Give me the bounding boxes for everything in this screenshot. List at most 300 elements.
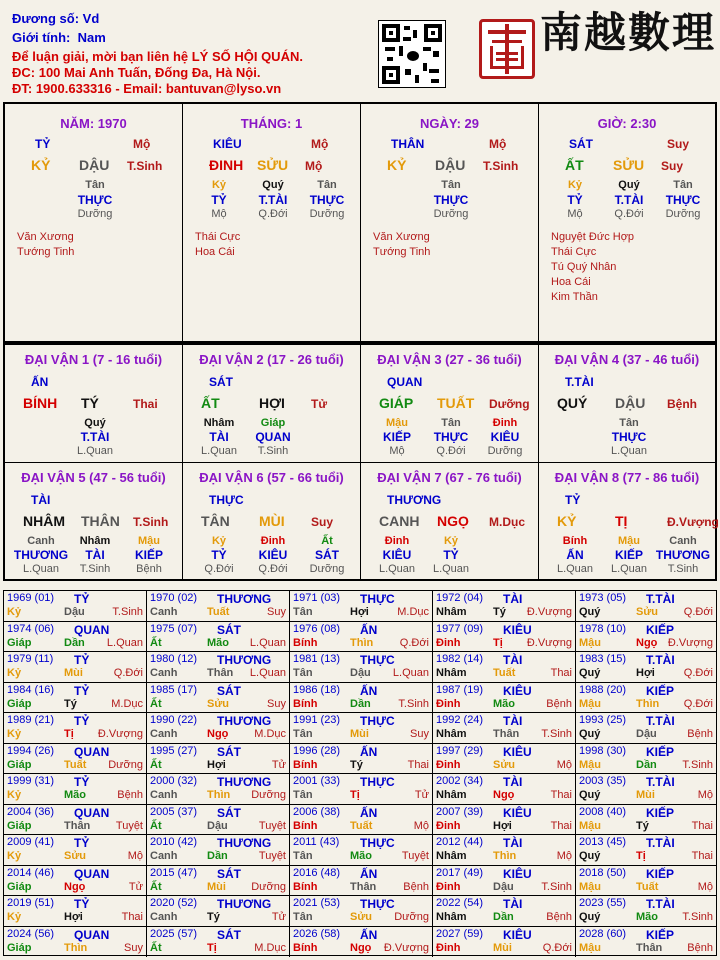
hidden-state: T.Sinh xyxy=(79,563,111,575)
year-cell xyxy=(4,866,147,897)
year-branch: Thìn xyxy=(207,789,231,801)
year-branch: Thân xyxy=(636,941,663,954)
hidden-god: KIẾP xyxy=(134,548,163,562)
year-label: 1983 (15) xyxy=(579,653,627,665)
year-state: T.Sinh xyxy=(398,697,429,710)
year-stem: Canh xyxy=(150,667,178,679)
owner-value: Vd xyxy=(82,11,100,26)
year-state: Dưỡng xyxy=(251,880,286,893)
hidden-god: ẤN xyxy=(566,548,584,562)
year-cell xyxy=(433,896,576,927)
hidden-stem: Mậu xyxy=(386,417,408,429)
pillar-god: THÂN xyxy=(391,137,425,151)
year-label: 2001 (33) xyxy=(293,775,341,787)
hidden-god: KIÊU xyxy=(490,430,520,444)
year-god: ẤN xyxy=(360,866,378,881)
pillar-state: T.Sinh xyxy=(483,159,519,173)
dai-van-title: ĐẠI VẬN 6 (57 - 66 tuổi) xyxy=(199,470,344,485)
hidden-stem: Bính xyxy=(562,535,588,547)
year-branch: Tị xyxy=(636,850,646,862)
year-cell xyxy=(576,713,716,744)
hidden-stem: Mậu xyxy=(138,535,160,547)
year-branch: Mão xyxy=(207,636,229,649)
year-label: 2027 (59) xyxy=(436,927,484,940)
year-god: TỶ xyxy=(74,714,90,728)
year-god: KIÊU xyxy=(503,805,532,820)
year-god: QUAN xyxy=(74,866,110,881)
year-label: 1989 (21) xyxy=(7,714,55,726)
year-cell xyxy=(290,896,433,927)
year-stem: Kỷ xyxy=(7,606,22,618)
year-state: Tuyệt xyxy=(258,819,286,832)
hidden-god: KIẾP xyxy=(614,548,643,562)
year-god: KIẾP xyxy=(646,744,675,759)
hidden-god: THỰC xyxy=(433,193,469,207)
year-state: Thai xyxy=(407,758,429,771)
year-branch: Thìn xyxy=(493,850,517,862)
hidden-state: L.Quan xyxy=(610,563,648,575)
heavenly-stem: ẤT xyxy=(565,157,584,173)
dai-van-god: ẤN xyxy=(31,375,49,389)
year-cell xyxy=(147,744,290,775)
year-label: 2014 (46) xyxy=(7,866,55,879)
year-label: 1993 (25) xyxy=(579,714,627,726)
pillar-top-state: Suy xyxy=(667,137,690,151)
year-stem: Đinh xyxy=(436,697,461,710)
dai-van-3 xyxy=(361,345,539,463)
year-god: THỰC xyxy=(360,897,395,911)
year-god: THỰC xyxy=(360,653,395,667)
hidden-state: Q.Đới xyxy=(614,208,644,220)
hidden-stem: Đinh xyxy=(384,535,410,547)
year-cell xyxy=(4,683,147,714)
year-label: 2026 (58) xyxy=(293,927,341,940)
year-stem: Kỷ xyxy=(7,789,22,801)
year-state: Tử xyxy=(271,758,286,771)
year-cell xyxy=(576,591,716,622)
year-god: TÀI xyxy=(503,653,523,667)
year-state: Dưỡng xyxy=(251,789,286,801)
year-cell xyxy=(433,591,576,622)
year-branch: Mão xyxy=(350,850,372,862)
year-label: 1987 (19) xyxy=(436,683,484,696)
pillar-title: NĂM: 1970 xyxy=(60,116,127,131)
year-branch: Sửu xyxy=(207,697,230,710)
earthly-branch: TUẤT xyxy=(437,395,475,411)
year-cell xyxy=(290,835,433,866)
year-branch: Mão xyxy=(493,697,515,710)
year-stem: Ất xyxy=(150,758,162,771)
dai-van-title: ĐẠI VẬN 5 (47 - 56 tuổi) xyxy=(21,470,166,485)
year-god: TỶ xyxy=(74,683,90,698)
year-branch: Hợi xyxy=(64,911,83,923)
year-cell xyxy=(576,683,716,714)
year-god: QUAN xyxy=(74,622,110,637)
hidden-stem: Canh xyxy=(669,535,697,547)
hidden-stem: Kỷ xyxy=(567,179,583,191)
year-stem: Bính xyxy=(293,697,318,710)
year-stem: Nhâm xyxy=(436,789,467,801)
year-label: 1972 (04) xyxy=(436,592,484,604)
pillar-top-state: Mộ xyxy=(133,137,151,151)
year-state: Thai xyxy=(691,850,713,862)
hidden-stem: Tân xyxy=(441,179,461,191)
year-god: TÀI xyxy=(503,836,523,850)
year-god: TÀI xyxy=(503,775,523,789)
year-label: 1969 (01) xyxy=(7,592,55,604)
year-stem: Giáp xyxy=(7,697,32,710)
heavenly-stem: GIÁP xyxy=(379,395,414,411)
year-god: T.TÀI xyxy=(646,653,675,667)
year-label: 2020 (52) xyxy=(150,897,198,909)
heavenly-stem: ẤT xyxy=(201,395,220,411)
year-state: Mộ xyxy=(697,789,713,801)
year-stem: Nhâm xyxy=(436,606,467,618)
hidden-state: Mộ xyxy=(567,208,583,220)
pillar-state: Suy xyxy=(661,159,684,173)
dai-van-5 xyxy=(5,463,183,581)
hidden-stem: Canh xyxy=(27,535,55,547)
year-cell xyxy=(147,774,290,805)
pillar-state: Mộ xyxy=(305,159,323,173)
year-god: TỶ xyxy=(74,775,90,789)
year-stem: Mậu xyxy=(579,697,601,710)
hidden-stem: Ất xyxy=(321,535,333,547)
hidden-god: THỰC xyxy=(611,430,647,444)
year-cell xyxy=(4,652,147,683)
year-state: T.Sinh xyxy=(541,728,572,740)
year-god: T.TÀI xyxy=(646,836,675,850)
year-cell xyxy=(576,927,716,958)
hidden-stem: Quý xyxy=(618,179,640,191)
year-state: Dưỡng xyxy=(394,911,429,923)
dai-van-title: ĐẠI VẬN 2 (17 - 26 tuổi) xyxy=(199,352,344,367)
year-cell xyxy=(433,683,576,714)
year-state: Thai xyxy=(550,789,572,801)
pillar-2 xyxy=(183,104,361,341)
year-label: 2007 (39) xyxy=(436,805,484,818)
year-god: QUAN xyxy=(74,927,110,942)
star-name: Thái Cực xyxy=(195,231,241,243)
hidden-god: KIÊU xyxy=(258,548,288,562)
year-branch: Hợi xyxy=(350,606,369,618)
year-branch: Sửu xyxy=(350,911,373,923)
year-god: KIÊU xyxy=(503,866,532,881)
year-god: KIÊU xyxy=(503,927,532,942)
dai-van-8 xyxy=(539,463,719,581)
hidden-god: T.TÀI xyxy=(614,193,644,207)
year-label: 2023 (55) xyxy=(579,897,627,909)
year-god: SÁT xyxy=(217,866,241,881)
year-label: 1990 (22) xyxy=(150,714,198,726)
hidden-god: THƯƠNG xyxy=(13,548,69,562)
hidden-stem: Tân xyxy=(673,179,693,191)
dai-van-7 xyxy=(361,463,539,581)
year-label: 1991 (23) xyxy=(293,714,341,726)
year-state: L.Quan xyxy=(392,667,429,679)
year-branch: Dần xyxy=(207,850,228,862)
year-branch: Tị xyxy=(207,941,217,954)
year-stem: Kỷ xyxy=(7,667,22,679)
heavenly-stem: BÍNH xyxy=(23,395,58,411)
earthly-branch: DẬU xyxy=(615,395,646,411)
year-cell xyxy=(4,744,147,775)
hidden-god: KIÊU xyxy=(382,548,412,562)
year-state: Thai xyxy=(550,667,572,679)
year-god: KIẾP xyxy=(646,622,675,637)
year-state: M.Dục xyxy=(254,941,286,954)
hidden-state: Bệnh xyxy=(136,563,162,575)
year-stem: Tân xyxy=(293,789,313,801)
heavenly-stem: NHÂM xyxy=(23,513,65,529)
year-branch: Dậu xyxy=(207,819,228,832)
hidden-state: Dưỡng xyxy=(309,563,345,575)
year-stem: Tân xyxy=(293,850,313,862)
pillar-top-state: Mộ xyxy=(489,137,507,151)
year-branch: Thìn xyxy=(64,941,88,954)
hidden-stem: Tân xyxy=(441,417,461,429)
star-name: Nguyệt Đức Hợp xyxy=(551,231,635,243)
pillar-title: GIỜ: 2:30 xyxy=(597,116,657,131)
year-god: TỶ xyxy=(74,592,90,606)
year-label: 1992 (24) xyxy=(436,714,484,726)
year-state: Q.Đới xyxy=(542,941,572,954)
year-state: Đ.Vượng xyxy=(526,606,572,618)
year-label: 1988 (20) xyxy=(579,683,627,696)
year-label: 2005 (37) xyxy=(150,805,198,818)
year-god: ẤN xyxy=(360,805,378,820)
pillar-4 xyxy=(539,104,715,341)
year-god: KIẾP xyxy=(646,927,675,942)
year-cell xyxy=(290,744,433,775)
year-label: 2008 (40) xyxy=(579,805,627,818)
year-branch: Ngọ xyxy=(493,789,515,801)
year-stem: Nhâm xyxy=(436,911,467,923)
year-stem: Kỷ xyxy=(7,911,22,923)
year-god: T.TÀI xyxy=(646,775,675,789)
year-stem: Mậu xyxy=(579,636,601,649)
star-name: Thái Cực xyxy=(551,246,597,258)
pillar-god: TỶ xyxy=(35,137,51,151)
year-stem: Đinh xyxy=(436,758,461,771)
dai-van-god: THỰC xyxy=(209,493,244,507)
year-stem: Canh xyxy=(150,850,178,862)
hidden-god: QUAN xyxy=(255,430,291,444)
dai-van-state: Đ.Vượng xyxy=(667,515,719,529)
year-stem: Kỷ xyxy=(7,728,22,740)
year-label: 2009 (41) xyxy=(7,836,55,848)
year-label: 2003 (35) xyxy=(579,775,627,787)
year-state: Tuyệt xyxy=(115,819,143,832)
year-label: 2025 (57) xyxy=(150,927,198,940)
year-stem: Ất xyxy=(150,941,162,954)
year-god: TỶ xyxy=(74,836,90,850)
hidden-god: THỰC xyxy=(665,193,701,207)
year-state: Đ.Vượng xyxy=(383,941,429,954)
year-branch: Tị xyxy=(493,636,503,649)
year-cell xyxy=(576,805,716,836)
year-cell xyxy=(290,927,433,958)
hidden-god: THỰC xyxy=(309,193,345,207)
year-cell xyxy=(576,896,716,927)
earthly-branch: TỊ xyxy=(615,513,628,529)
year-cell xyxy=(4,805,147,836)
year-label: 2028 (60) xyxy=(579,927,627,940)
year-cell xyxy=(290,866,433,897)
dai-van-title: ĐẠI VẬN 1 (7 - 16 tuổi) xyxy=(24,352,163,367)
year-state: Mộ xyxy=(127,850,143,862)
year-stem: Mậu xyxy=(579,758,601,771)
pillar-god: KIÊU xyxy=(213,137,242,151)
year-god: QUAN xyxy=(74,805,110,820)
gender-label: Giới tính: xyxy=(12,30,71,45)
year-cell xyxy=(4,835,147,866)
year-label: 2010 (42) xyxy=(150,836,198,848)
year-label: 2004 (36) xyxy=(7,805,55,818)
dai-van-title: ĐẠI VẬN 7 (67 - 76 tuổi) xyxy=(377,470,522,485)
dai-van-title: ĐẠI VẬN 4 (37 - 46 tuổi) xyxy=(554,352,700,367)
dai-van-god: QUAN xyxy=(387,375,423,389)
dai-van-2 xyxy=(183,345,361,463)
hidden-stem: Giáp xyxy=(260,417,286,429)
dai-van-1 xyxy=(5,345,183,463)
year-label: 1971 (03) xyxy=(293,592,341,604)
hidden-state: L.Quan xyxy=(76,445,114,457)
dai-van-god: SÁT xyxy=(209,375,233,389)
star-name: Văn Xương xyxy=(17,231,74,243)
brand-logo: 南越數理 xyxy=(540,8,717,57)
year-god: KIẾP xyxy=(646,805,675,820)
year-state: Mộ xyxy=(413,819,429,832)
pillar-top-state: Mộ xyxy=(311,137,329,151)
year-stem: Bính xyxy=(293,636,318,649)
year-stem: Giáp xyxy=(7,758,32,771)
year-label: 2013 (45) xyxy=(579,836,627,848)
year-label: 1978 (10) xyxy=(579,622,627,635)
heavenly-stem: CANH xyxy=(379,513,420,529)
year-cell xyxy=(433,713,576,744)
hidden-state: Mộ xyxy=(389,445,405,457)
year-branch: Mùi xyxy=(493,941,512,954)
phone-email-line: ĐT: 1900.633316 - Email: bantuvan@lyso.vn xyxy=(12,81,282,96)
year-label: 2021 (53) xyxy=(293,897,341,909)
year-god: THƯƠNG xyxy=(217,775,272,789)
pillar-3 xyxy=(361,104,539,341)
year-god: TỶ xyxy=(74,653,90,667)
dai-van-panel xyxy=(3,343,717,581)
dai-van-state: Dưỡng xyxy=(489,397,530,411)
yearly-grid xyxy=(3,590,717,956)
hidden-god: KIẾP xyxy=(382,430,411,444)
year-branch: Tý xyxy=(64,697,77,710)
year-stem: Ất xyxy=(150,880,162,893)
year-god: SÁT xyxy=(217,683,241,698)
year-stem: Canh xyxy=(150,789,178,801)
hidden-state: L.Quan xyxy=(200,445,238,457)
year-cell xyxy=(147,622,290,653)
year-cell xyxy=(147,591,290,622)
year-god: TÀI xyxy=(503,592,523,606)
pillar-title: NGÀY: 29 xyxy=(420,116,479,131)
year-label: 1976 (08) xyxy=(293,622,341,635)
year-stem: Đinh xyxy=(436,941,461,954)
year-branch: Dần xyxy=(493,911,514,923)
year-god: THƯƠNG xyxy=(217,592,272,606)
year-god: TÀI xyxy=(503,714,523,728)
year-state: L.Quan xyxy=(106,636,143,649)
year-stem: Kỷ xyxy=(7,850,22,862)
year-god: ẤN xyxy=(360,927,378,942)
year-label: 2002 (34) xyxy=(436,775,484,787)
hidden-stem: Đinh xyxy=(260,535,286,547)
year-state: Thai xyxy=(121,911,143,923)
contact-line: Để luận giải, mời bạn liên hệ LÝ SỐ HỘI QUÁN. xyxy=(12,49,303,64)
year-label: 1994 (26) xyxy=(7,744,55,757)
year-stem: Bính xyxy=(293,758,318,771)
year-label: 1985 (17) xyxy=(150,683,198,696)
hidden-state: Dưỡng xyxy=(309,208,345,220)
hidden-state: Dưỡng xyxy=(433,208,469,220)
year-cell xyxy=(147,835,290,866)
year-stem: Đinh xyxy=(436,636,461,649)
star-name: Tú Quý Nhân xyxy=(551,261,617,273)
year-cell xyxy=(290,805,433,836)
earthly-branch: MÙI xyxy=(259,513,285,529)
owner-label: Đương số: xyxy=(12,11,80,26)
year-state: T.Sinh xyxy=(682,758,713,771)
year-cell xyxy=(290,591,433,622)
year-branch: Dậu xyxy=(493,880,514,893)
year-cell xyxy=(4,591,147,622)
heavenly-stem: QUÝ xyxy=(557,395,588,411)
hidden-stem: Tân xyxy=(317,179,337,191)
year-god: THỰC xyxy=(360,592,395,606)
year-branch: Tị xyxy=(64,728,74,740)
year-label: 2018 (50) xyxy=(579,866,627,879)
year-branch: Mùi xyxy=(207,880,226,893)
dai-van-state: Tử xyxy=(311,397,328,411)
year-stem: Quý xyxy=(579,667,601,679)
year-branch: Tuất xyxy=(64,758,87,771)
year-cell xyxy=(147,713,290,744)
year-label: 2024 (56) xyxy=(7,927,55,940)
year-branch: Dậu xyxy=(64,606,85,618)
year-state: Q.Đới xyxy=(399,636,429,649)
hidden-stem: Nhâm xyxy=(203,417,235,429)
year-stem: Mậu xyxy=(579,941,601,954)
year-label: 1999 (31) xyxy=(7,775,55,787)
year-label: 1995 (27) xyxy=(150,744,198,757)
hidden-state: L.Quan xyxy=(432,563,470,575)
hidden-state: Q.Đới xyxy=(436,445,466,457)
year-stem: Giáp xyxy=(7,880,32,893)
year-branch: Tý xyxy=(636,819,649,832)
year-stem: Đinh xyxy=(436,880,461,893)
year-cell xyxy=(433,805,576,836)
year-cell xyxy=(4,622,147,653)
year-branch: Thân xyxy=(350,880,377,893)
year-label: 1974 (06) xyxy=(7,622,55,635)
year-god: KIẾP xyxy=(646,866,675,881)
year-branch: Tuất xyxy=(207,606,230,618)
year-state: Thai xyxy=(550,819,572,832)
year-branch: Mùi xyxy=(64,667,83,679)
hidden-state: Q.Đới xyxy=(258,208,288,220)
year-label: 1986 (18) xyxy=(293,683,341,696)
hidden-stem: Mậu xyxy=(618,535,640,547)
year-stem: Nhâm xyxy=(436,728,467,740)
year-god: SÁT xyxy=(217,622,241,637)
